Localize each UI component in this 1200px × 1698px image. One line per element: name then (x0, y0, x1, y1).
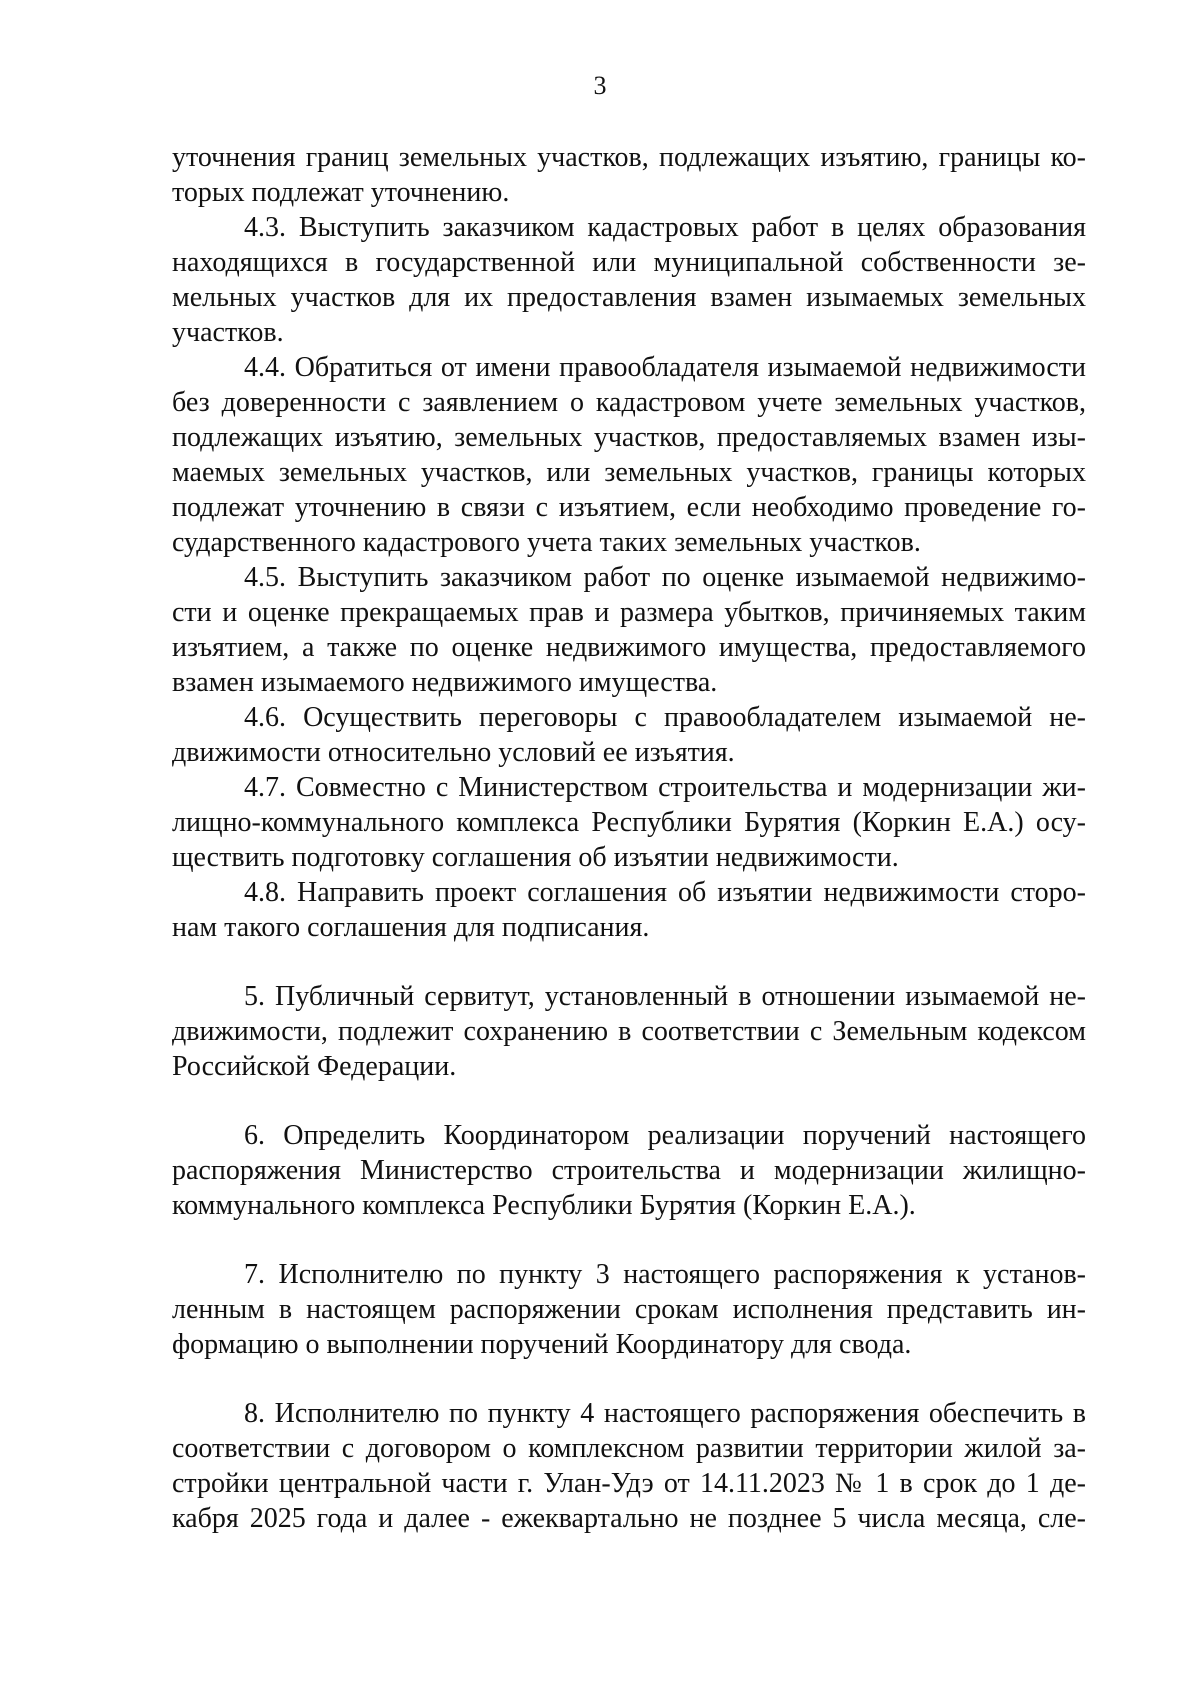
paragraph-item-8 (172, 1396, 1086, 1536)
text-line: ленным в настоящем распоряжении срокам исполнения представить ин- (172, 1294, 1086, 1325)
text-line: сти и оценке прекращаемых прав и размера убытков, причиняемых таким (172, 597, 1086, 628)
text-line: участков. (172, 317, 284, 348)
text-line: 4.4. Обратиться от имени правообладателя изымаемой недвижимости (244, 352, 1086, 383)
text-line: 4.3. Выступить заказчиком кадастровых работ в целях образования (244, 212, 1086, 243)
paragraph-continuation (172, 140, 1086, 210)
text-line: подлежащих изъятию, земельных участков, предоставляемых взамен изы- (172, 422, 1086, 453)
paragraph-item-7 (172, 1257, 1086, 1362)
paragraph-item-4-5 (172, 560, 1086, 700)
text-line: изъятием, а также по оценке недвижимого имущества, предоставляемого (172, 632, 1086, 663)
paragraph-item-4-6 (172, 700, 1086, 770)
text-line: сударственного кадастрового учета таких земельных участков. (172, 527, 921, 558)
text-line: лищно-коммунального комплекса Республики Бурятия (Коркин Е.А.) осу- (172, 807, 1086, 838)
text-line: без доверенности с заявлением о кадастровом учете земельных участков, (172, 387, 1086, 418)
text-line: 4.8. Направить проект соглашения об изъятии недвижимости сторо- (244, 877, 1086, 908)
text-line: 4.5. Выступить заказчиком работ по оценке изымаемой недвижимо- (244, 562, 1086, 593)
paragraph-item-4-8 (172, 875, 1086, 945)
text-line: 8. Исполнителю по пункту 4 настоящего распоряжения обеспечить в (244, 1398, 1086, 1429)
text-line: формацию о выполнении поручений Координатору для свода. (172, 1329, 912, 1360)
paragraph-item-4-7 (172, 770, 1086, 875)
text-line: соответствии с договором о комплексном развитии территории жилой за- (172, 1433, 1086, 1464)
text-line: находящихся в государственной или муниципальной собственности зе- (172, 247, 1086, 278)
text-line: ществить подготовку соглашения об изъятии недвижимости. (172, 842, 899, 873)
text-line: движимости, подлежит сохранению в соответствии с Земельным кодексом (172, 1016, 1086, 1047)
text-line: взамен изымаемого недвижимого имущества. (172, 667, 718, 698)
text-line: нам такого соглашения для подписания. (172, 912, 650, 943)
text-line: 4.7. Совместно с Министерством строительства и модернизации жи- (244, 772, 1086, 803)
text-line: распоряжения Министерство строительства и модернизации жилищно- (172, 1155, 1086, 1186)
text-line: уточнения границ земельных участков, подлежащих изъятию, границы ко- (172, 142, 1086, 173)
page-number: 3 (593, 71, 607, 100)
text-line: 7. Исполнителю по пункту 3 настоящего распоряжения к установ- (244, 1259, 1086, 1290)
text-line: Российской Федерации. (172, 1051, 457, 1082)
text-line: маемых земельных участков, или земельных участков, границы которых (172, 457, 1086, 488)
text-line: торых подлежат уточнению. (172, 177, 510, 208)
paragraph-item-4-3 (172, 210, 1086, 350)
paragraph-item-6 (172, 1118, 1086, 1223)
paragraph-item-4-4 (172, 350, 1086, 560)
text-line: 6. Определить Координатором реализации поручений настоящего (244, 1120, 1086, 1151)
text-line: мельных участков для их предоставления взамен изымаемых земельных (172, 282, 1086, 313)
text-line: движимости относительно условий ее изъятия. (172, 737, 735, 768)
document-body (172, 140, 1086, 1536)
text-line: коммунального комплекса Республики Бурятия (Коркин Е.А.). (172, 1190, 916, 1221)
text-line: подлежат уточнению в связи с изъятием, если необходимо проведение го- (172, 492, 1086, 523)
text-line: кабря 2025 года и далее - ежеквартально не позднее 5 числа месяца, сле- (172, 1503, 1086, 1534)
text-line: 5. Публичный сервитут, установленный в отношении изымаемой не- (244, 981, 1086, 1012)
text-line: стройки центральной части г. Улан-Удэ от 14.11.2023 № 1 в срок до 1 де- (172, 1468, 1086, 1499)
paragraph-item-5 (172, 979, 1086, 1084)
text-line: 4.6. Осуществить переговоры с правообладателем изымаемой не- (244, 702, 1086, 733)
